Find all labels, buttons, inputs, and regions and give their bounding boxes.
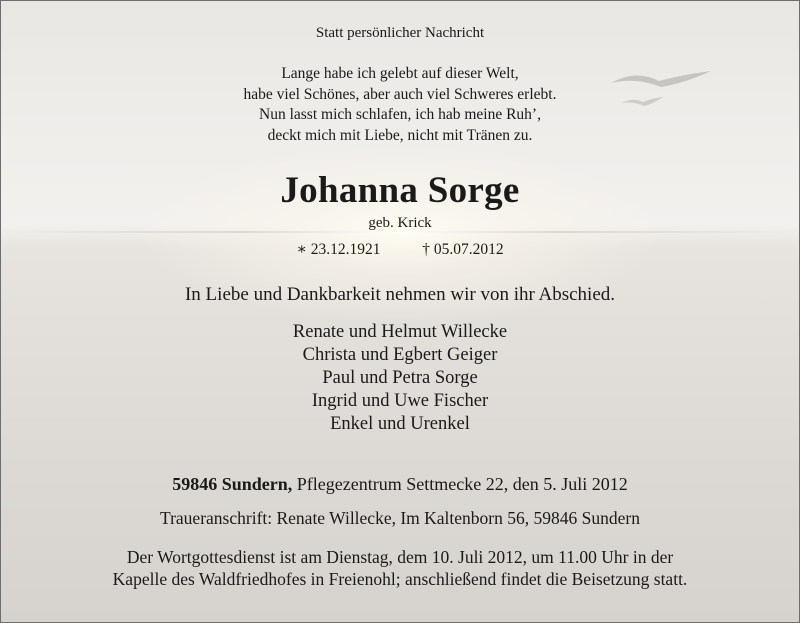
mourner: Enkel und Urenkel [330,414,470,434]
intro-line: Statt persönlicher Nachricht [315,25,485,41]
mourner: Paul und Petra Sorge [322,368,478,388]
place-and-date [1,474,799,495]
poem-line: habe viel Schönes, aber auch viel Schweres erlebt. [243,85,557,103]
place-rest: Pflegezentrum Settmecke 22, den 5. Juli 2012 [296,474,628,494]
death-date: 05.07.2012 [433,241,504,258]
service-info [1,546,799,590]
deceased-name: Johanna Sorge [280,170,520,211]
mourner: Renate und Helmut Willecke [292,322,508,342]
life-dates [1,240,799,259]
death-symbol: † [422,241,431,258]
birth-name: geb. Krick [368,215,432,231]
poem-line: deckt mich mit Liebe, nicht mit Tränen zu. [267,126,533,144]
poem-line: Nun lasst mich schlafen, ich hab meine Ruh’, [259,106,541,123]
birth-symbol: ∗ [296,241,307,258]
place-bold: 59846 Sundern, [172,474,293,494]
mourners-list [1,321,799,436]
mourner: Christa und Egbert Geiger [302,345,498,365]
poem [1,64,799,146]
farewell-line: In Liebe und Dankbarkeit nehmen wir von ihr Abschied. [184,284,616,305]
poem-line: Lange habe ich gelebt auf dieser Welt, [281,65,519,82]
service-line: Der Wortgottesdienst ist am Dienstag, dem 10. Juli 2012, um 11.00 Uhr in der [126,547,674,567]
birth-date: 23.12.1921 [310,241,381,258]
mourning-address: Traueranschrift: Renate Willecke, Im Kaltenborn 56, 59846 Sundern [160,508,640,528]
mourner: Ingrid und Uwe Fischer [311,391,489,411]
service-line: Kapelle des Waldfriedhofes in Freienohl; anschließend findet die Beisetzung statt. [112,569,688,589]
